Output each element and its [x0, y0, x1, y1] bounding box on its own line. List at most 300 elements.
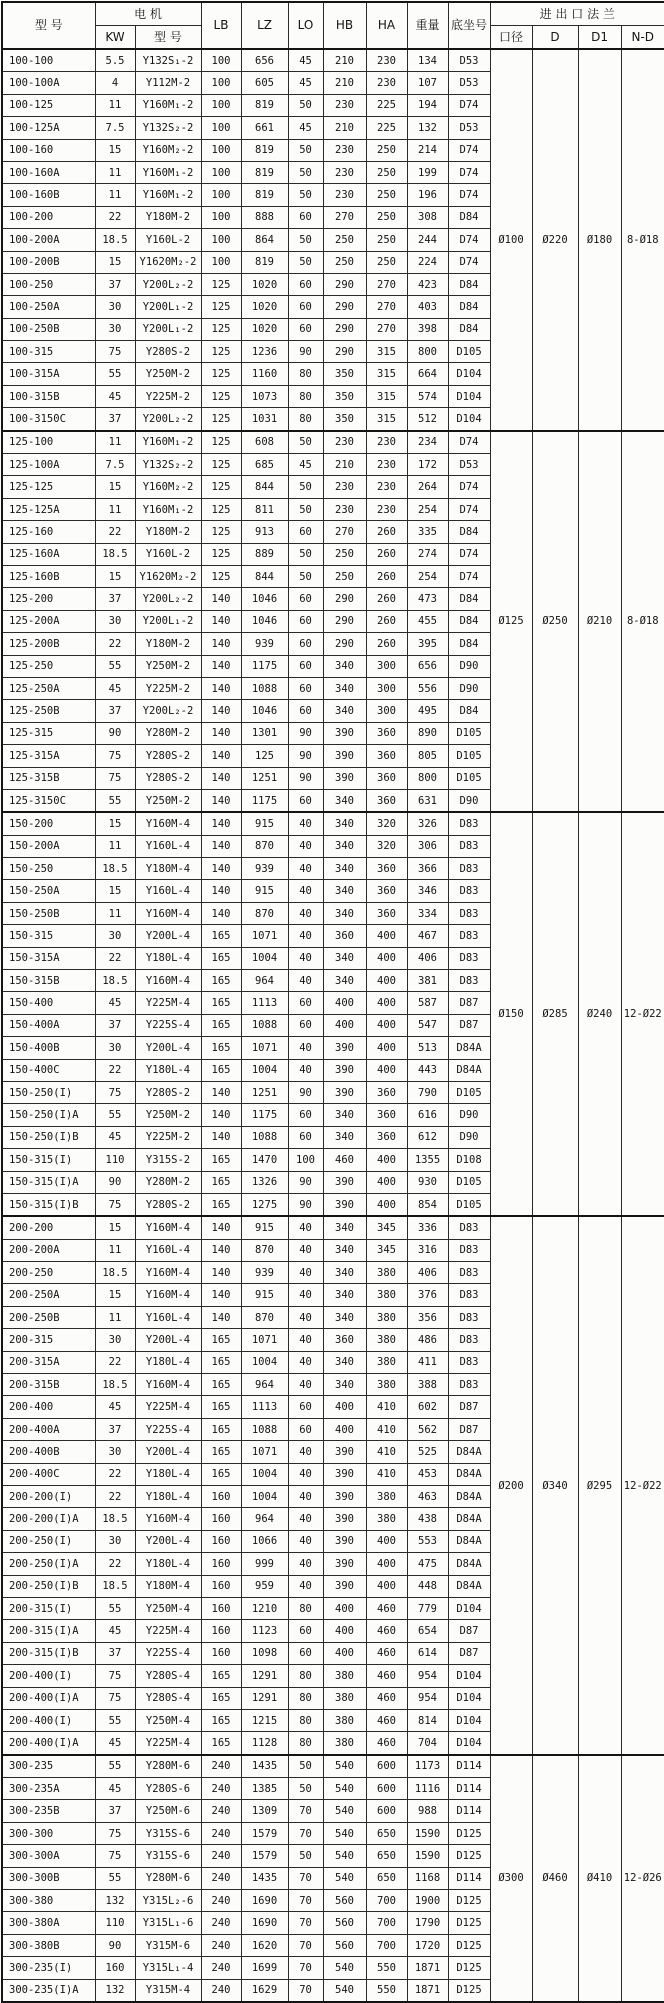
motor-model-cell: Y280S-2 [135, 1081, 201, 1103]
lb-cell: 140 [201, 633, 241, 655]
table-row [2, 431, 664, 454]
lo-cell: 60 [288, 992, 323, 1014]
motor-model-cell: Y225M-4 [135, 992, 201, 1014]
lz-cell: 608 [241, 431, 288, 454]
kw-cell: 75 [95, 745, 135, 767]
kw-cell: 22 [95, 947, 135, 969]
lb-cell: 140 [201, 767, 241, 789]
lo-cell: 60 [288, 655, 323, 677]
ha-cell: 320 [366, 835, 407, 857]
ha-cell: 700 [366, 1934, 407, 1956]
motor-model-cell: Y315M-4 [135, 1979, 201, 2002]
kw-cell: 22 [95, 1553, 135, 1575]
kw-cell: 18.5 [95, 970, 135, 992]
lz-cell: 1066 [241, 1530, 288, 1552]
header-motor: 电 机 [95, 2, 201, 26]
lo-cell: 80 [288, 385, 323, 407]
lb-cell: 240 [201, 1800, 241, 1822]
lz-cell: 1004 [241, 1059, 288, 1081]
base-cell: D74 [448, 251, 490, 273]
hb-cell: 340 [323, 1104, 366, 1126]
ha-cell: 460 [366, 1732, 407, 1755]
motor-model-cell: Y160M-4 [135, 812, 201, 835]
kw-cell: 45 [95, 1778, 135, 1800]
ha-cell: 250 [366, 184, 407, 206]
lb-cell: 125 [201, 296, 241, 318]
model-cell: 200-200(I)A [2, 1508, 95, 1530]
ha-cell: 400 [366, 1149, 407, 1171]
model-cell: 200-400A [2, 1418, 95, 1440]
lo-cell: 50 [288, 431, 323, 454]
weight-cell: 854 [407, 1193, 448, 1216]
weight-cell: 1168 [407, 1867, 448, 1889]
lo-cell: 90 [288, 1193, 323, 1216]
model-cell: 150-315A [2, 947, 95, 969]
weight-cell: 463 [407, 1486, 448, 1508]
kw-cell: 45 [95, 385, 135, 407]
ha-cell: 345 [366, 1239, 407, 1261]
lb-cell: 165 [201, 1374, 241, 1396]
lz-cell: 1160 [241, 363, 288, 385]
base-cell: D53 [448, 72, 490, 94]
flange-d1-cell: Ø410 [578, 1755, 621, 2002]
lo-cell: 50 [288, 476, 323, 498]
kw-cell: 55 [95, 789, 135, 812]
weight-cell: 335 [407, 521, 448, 543]
motor-model-cell: Y280S-2 [135, 1193, 201, 1216]
base-cell: D83 [448, 1374, 490, 1396]
hb-cell: 390 [323, 745, 366, 767]
base-cell: D84 [448, 296, 490, 318]
base-cell: D84 [448, 273, 490, 295]
lo-cell: 70 [288, 1890, 323, 1912]
lb-cell: 165 [201, 1732, 241, 1755]
kw-cell: 90 [95, 722, 135, 744]
model-cell: 300-235(I) [2, 1957, 95, 1979]
lz-cell: 1175 [241, 655, 288, 677]
ha-cell: 230 [366, 454, 407, 476]
kw-cell: 15 [95, 1284, 135, 1306]
model-cell: 125-250 [2, 655, 95, 677]
lb-cell: 165 [201, 947, 241, 969]
model-cell: 300-300B [2, 1867, 95, 1889]
base-cell: D84A [448, 1508, 490, 1530]
motor-model-cell: Y280S-6 [135, 1778, 201, 1800]
lz-cell: 915 [241, 1216, 288, 1239]
lz-cell: 959 [241, 1575, 288, 1597]
table-header [2, 2, 664, 49]
lb-cell: 165 [201, 970, 241, 992]
base-cell: D114 [448, 1867, 490, 1889]
flange-nd-cell: 8-Ø18 [621, 49, 664, 431]
lb-cell: 140 [201, 858, 241, 880]
base-cell: D104 [448, 363, 490, 385]
kw-cell: 30 [95, 318, 135, 340]
flange-bore-cell: Ø150 [490, 812, 532, 1216]
lz-cell: 964 [241, 1374, 288, 1396]
lo-cell: 40 [288, 880, 323, 902]
ha-cell: 460 [366, 1687, 407, 1709]
motor-model-cell: Y180M-2 [135, 521, 201, 543]
ha-cell: 315 [366, 363, 407, 385]
motor-model-cell: Y250M-2 [135, 1104, 201, 1126]
lo-cell: 90 [288, 767, 323, 789]
lo-cell: 50 [288, 565, 323, 587]
motor-model-cell: Y225S-4 [135, 1642, 201, 1664]
ha-cell: 345 [366, 1216, 407, 1239]
weight-cell: 334 [407, 902, 448, 924]
lo-cell: 50 [288, 543, 323, 565]
hb-cell: 340 [323, 677, 366, 699]
motor-model-cell: Y160L-4 [135, 835, 201, 857]
model-cell: 100-160 [2, 139, 95, 161]
motor-model-cell: Y250M-6 [135, 1800, 201, 1822]
ha-cell: 600 [366, 1800, 407, 1822]
lb-cell: 160 [201, 1642, 241, 1664]
base-cell: D74 [448, 161, 490, 183]
model-cell: 200-400(I) [2, 1709, 95, 1731]
lb-cell: 140 [201, 588, 241, 610]
hb-cell: 340 [323, 1262, 366, 1284]
lb-cell: 140 [201, 677, 241, 699]
motor-model-cell: Y280S-2 [135, 745, 201, 767]
base-cell: D83 [448, 970, 490, 992]
hb-cell: 350 [323, 363, 366, 385]
model-cell: 100-125A [2, 117, 95, 139]
weight-cell: 199 [407, 161, 448, 183]
kw-cell: 55 [95, 1104, 135, 1126]
lb-cell: 140 [201, 700, 241, 722]
hb-cell: 400 [323, 1597, 366, 1619]
ha-cell: 400 [366, 1014, 407, 1036]
kw-cell: 45 [95, 992, 135, 1014]
kw-cell: 15 [95, 880, 135, 902]
lb-cell: 125 [201, 408, 241, 431]
lz-cell: 1088 [241, 677, 288, 699]
flange-nd-cell: 12-Ø26 [621, 1755, 664, 2002]
kw-cell: 4 [95, 72, 135, 94]
ha-cell: 400 [366, 1553, 407, 1575]
weight-cell: 800 [407, 341, 448, 363]
model-cell: 300-300A [2, 1845, 95, 1867]
ha-cell: 650 [366, 1822, 407, 1844]
lz-cell: 1123 [241, 1620, 288, 1642]
model-cell: 300-235(I)A [2, 1979, 95, 2002]
model-cell: 125-250B [2, 700, 95, 722]
hb-cell: 230 [323, 431, 366, 454]
lb-cell: 165 [201, 1709, 241, 1731]
lz-cell: 819 [241, 184, 288, 206]
kw-cell: 30 [95, 1530, 135, 1552]
base-cell: D84A [448, 1575, 490, 1597]
kw-cell: 37 [95, 1800, 135, 1822]
motor-model-cell: Y112M-2 [135, 72, 201, 94]
model-cell: 125-160 [2, 521, 95, 543]
base-cell: D74 [448, 543, 490, 565]
ha-cell: 360 [366, 858, 407, 880]
hb-cell: 390 [323, 1081, 366, 1103]
base-cell: D83 [448, 1306, 490, 1328]
hb-cell: 340 [323, 835, 366, 857]
lb-cell: 160 [201, 1486, 241, 1508]
flange-d1-cell: Ø210 [578, 431, 621, 813]
lz-cell: 939 [241, 633, 288, 655]
kw-cell: 11 [95, 161, 135, 183]
kw-cell: 11 [95, 184, 135, 206]
base-cell: D105 [448, 341, 490, 363]
motor-model-cell: Y315S-6 [135, 1845, 201, 1867]
lz-cell: 1301 [241, 722, 288, 744]
base-cell: D83 [448, 947, 490, 969]
motor-model-cell: Y280S-4 [135, 1665, 201, 1687]
lb-cell: 165 [201, 925, 241, 947]
hb-cell: 230 [323, 184, 366, 206]
lb-cell: 140 [201, 880, 241, 902]
base-cell: D53 [448, 454, 490, 476]
base-cell: D84 [448, 206, 490, 228]
weight-cell: 196 [407, 184, 448, 206]
ha-cell: 300 [366, 700, 407, 722]
lb-cell: 165 [201, 1193, 241, 1216]
kw-cell: 55 [95, 655, 135, 677]
lb-cell: 140 [201, 1081, 241, 1103]
model-cell: 125-200B [2, 633, 95, 655]
kw-cell: 110 [95, 1149, 135, 1171]
lb-cell: 140 [201, 722, 241, 744]
lb-cell: 240 [201, 1934, 241, 1956]
kw-cell: 22 [95, 206, 135, 228]
flange-nd-cell: 12-Ø22 [621, 812, 664, 1216]
kw-cell: 11 [95, 498, 135, 520]
base-cell: D83 [448, 1329, 490, 1351]
lo-cell: 60 [288, 700, 323, 722]
pump-spec-table [1, 1, 664, 2003]
kw-cell: 7.5 [95, 454, 135, 476]
base-cell: D87 [448, 1418, 490, 1440]
model-cell: 200-400 [2, 1396, 95, 1418]
motor-model-cell: Y280S-2 [135, 341, 201, 363]
kw-cell: 75 [95, 341, 135, 363]
lb-cell: 140 [201, 1262, 241, 1284]
kw-cell: 15 [95, 1216, 135, 1239]
lo-cell: 40 [288, 1486, 323, 1508]
model-cell: 100-200 [2, 206, 95, 228]
kw-cell: 30 [95, 1329, 135, 1351]
lo-cell: 40 [288, 835, 323, 857]
ha-cell: 360 [366, 1126, 407, 1148]
model-cell: 150-400B [2, 1037, 95, 1059]
base-cell: D125 [448, 1979, 490, 2002]
lz-cell: 870 [241, 1239, 288, 1261]
hb-cell: 340 [323, 1284, 366, 1306]
motor-model-cell: Y200L₂-2 [135, 588, 201, 610]
hb-cell: 350 [323, 408, 366, 431]
lo-cell: 60 [288, 1620, 323, 1642]
base-cell: D104 [448, 1709, 490, 1731]
lo-cell: 70 [288, 1912, 323, 1934]
motor-model-cell: Y200L₂-2 [135, 273, 201, 295]
ha-cell: 230 [366, 476, 407, 498]
lz-cell: 1046 [241, 588, 288, 610]
weight-cell: 513 [407, 1037, 448, 1059]
weight-cell: 438 [407, 1508, 448, 1530]
hb-cell: 390 [323, 1441, 366, 1463]
ha-cell: 380 [366, 1351, 407, 1373]
ha-cell: 315 [366, 385, 407, 407]
weight-cell: 448 [407, 1575, 448, 1597]
motor-model-cell: Y1620M₂-2 [135, 251, 201, 273]
model-cell: 100-315B [2, 385, 95, 407]
motor-model-cell: Y250M-4 [135, 1709, 201, 1731]
table-row [2, 49, 664, 72]
base-cell: D84A [448, 1486, 490, 1508]
kw-cell: 37 [95, 1418, 135, 1440]
lb-cell: 125 [201, 341, 241, 363]
weight-cell: 556 [407, 677, 448, 699]
lz-cell: 1004 [241, 1463, 288, 1485]
lz-cell: 939 [241, 858, 288, 880]
lo-cell: 80 [288, 1709, 323, 1731]
lz-cell: 1470 [241, 1149, 288, 1171]
header-lb: LB [201, 2, 241, 49]
model-cell: 200-200 [2, 1216, 95, 1239]
base-cell: D74 [448, 184, 490, 206]
hb-cell: 230 [323, 498, 366, 520]
lo-cell: 40 [288, 1351, 323, 1373]
lo-cell: 45 [288, 72, 323, 94]
hb-cell: 250 [323, 251, 366, 273]
ha-cell: 400 [366, 1575, 407, 1597]
base-cell: D74 [448, 139, 490, 161]
hb-cell: 360 [323, 1329, 366, 1351]
ha-cell: 410 [366, 1396, 407, 1418]
lo-cell: 60 [288, 1418, 323, 1440]
base-cell: D53 [448, 49, 490, 72]
weight-cell: 264 [407, 476, 448, 498]
weight-cell: 274 [407, 543, 448, 565]
hb-cell: 340 [323, 970, 366, 992]
header-d1: D1 [578, 26, 621, 50]
lz-cell: 1020 [241, 296, 288, 318]
hb-cell: 400 [323, 1396, 366, 1418]
kw-cell: 37 [95, 1014, 135, 1036]
hb-cell: 210 [323, 454, 366, 476]
lo-cell: 40 [288, 1508, 323, 1530]
model-cell: 125-200 [2, 588, 95, 610]
lz-cell: 1175 [241, 789, 288, 812]
model-cell: 150-250(I)A [2, 1104, 95, 1126]
model-cell: 150-315 [2, 925, 95, 947]
lo-cell: 50 [288, 184, 323, 206]
motor-model-cell: Y180L-4 [135, 1059, 201, 1081]
model-cell: 100-315A [2, 363, 95, 385]
header-model: 型 号 [2, 2, 95, 49]
base-cell: D74 [448, 498, 490, 520]
motor-model-cell: Y160M₁-2 [135, 161, 201, 183]
motor-model-cell: Y200L₁-2 [135, 296, 201, 318]
hb-cell: 290 [323, 633, 366, 655]
motor-model-cell: Y280M-6 [135, 1755, 201, 1778]
lz-cell: 1046 [241, 610, 288, 632]
weight-cell: 467 [407, 925, 448, 947]
lo-cell: 70 [288, 1867, 323, 1889]
ha-cell: 360 [366, 722, 407, 744]
motor-model-cell: Y180L-4 [135, 1463, 201, 1485]
model-cell: 150-400C [2, 1059, 95, 1081]
base-cell: D105 [448, 1081, 490, 1103]
weight-cell: 316 [407, 1239, 448, 1261]
lb-cell: 100 [201, 117, 241, 139]
lz-cell: 1236 [241, 341, 288, 363]
base-cell: D104 [448, 408, 490, 431]
base-cell: D104 [448, 1732, 490, 1755]
hb-cell: 390 [323, 1553, 366, 1575]
header-lz: LZ [241, 2, 288, 49]
ha-cell: 360 [366, 902, 407, 924]
lz-cell: 1435 [241, 1755, 288, 1778]
lo-cell: 50 [288, 498, 323, 520]
model-cell: 300-380B [2, 1934, 95, 1956]
ha-cell: 260 [366, 543, 407, 565]
lb-cell: 100 [201, 49, 241, 72]
lz-cell: 1071 [241, 925, 288, 947]
kw-cell: 30 [95, 925, 135, 947]
motor-model-cell: Y180M-2 [135, 206, 201, 228]
base-cell: D83 [448, 1351, 490, 1373]
lz-cell: 1291 [241, 1687, 288, 1709]
kw-cell: 30 [95, 610, 135, 632]
motor-model-cell: Y225S-4 [135, 1418, 201, 1440]
base-cell: D90 [448, 655, 490, 677]
lo-cell: 40 [288, 1463, 323, 1485]
kw-cell: 18.5 [95, 858, 135, 880]
motor-model-cell: Y225S-4 [135, 1014, 201, 1036]
weight-cell: 495 [407, 700, 448, 722]
lz-cell: 870 [241, 1306, 288, 1328]
lb-cell: 100 [201, 206, 241, 228]
hb-cell: 560 [323, 1934, 366, 1956]
kw-cell: 22 [95, 1351, 135, 1373]
model-cell: 150-315(I)B [2, 1193, 95, 1216]
hb-cell: 290 [323, 318, 366, 340]
kw-cell: 18.5 [95, 1575, 135, 1597]
model-cell: 200-400(I)A [2, 1687, 95, 1709]
motor-model-cell: Y180L-4 [135, 1486, 201, 1508]
lb-cell: 140 [201, 1306, 241, 1328]
model-cell: 200-315(I)B [2, 1642, 95, 1664]
lb-cell: 160 [201, 1620, 241, 1642]
ha-cell: 360 [366, 789, 407, 812]
weight-cell: 455 [407, 610, 448, 632]
hb-cell: 230 [323, 161, 366, 183]
weight-cell: 411 [407, 1351, 448, 1373]
model-cell: 200-315(I)A [2, 1620, 95, 1642]
base-cell: D90 [448, 1104, 490, 1126]
motor-model-cell: Y200L₂-2 [135, 700, 201, 722]
model-cell: 200-400C [2, 1463, 95, 1485]
weight-cell: 1871 [407, 1957, 448, 1979]
ha-cell: 260 [366, 610, 407, 632]
weight-cell: 1790 [407, 1912, 448, 1934]
weight-cell: 954 [407, 1665, 448, 1687]
kw-cell: 132 [95, 1890, 135, 1912]
kw-cell: 15 [95, 251, 135, 273]
kw-cell: 75 [95, 1687, 135, 1709]
base-cell: D104 [448, 1687, 490, 1709]
lz-cell: 1435 [241, 1867, 288, 1889]
lb-cell: 240 [201, 1867, 241, 1889]
motor-model-cell: Y280M-2 [135, 722, 201, 744]
